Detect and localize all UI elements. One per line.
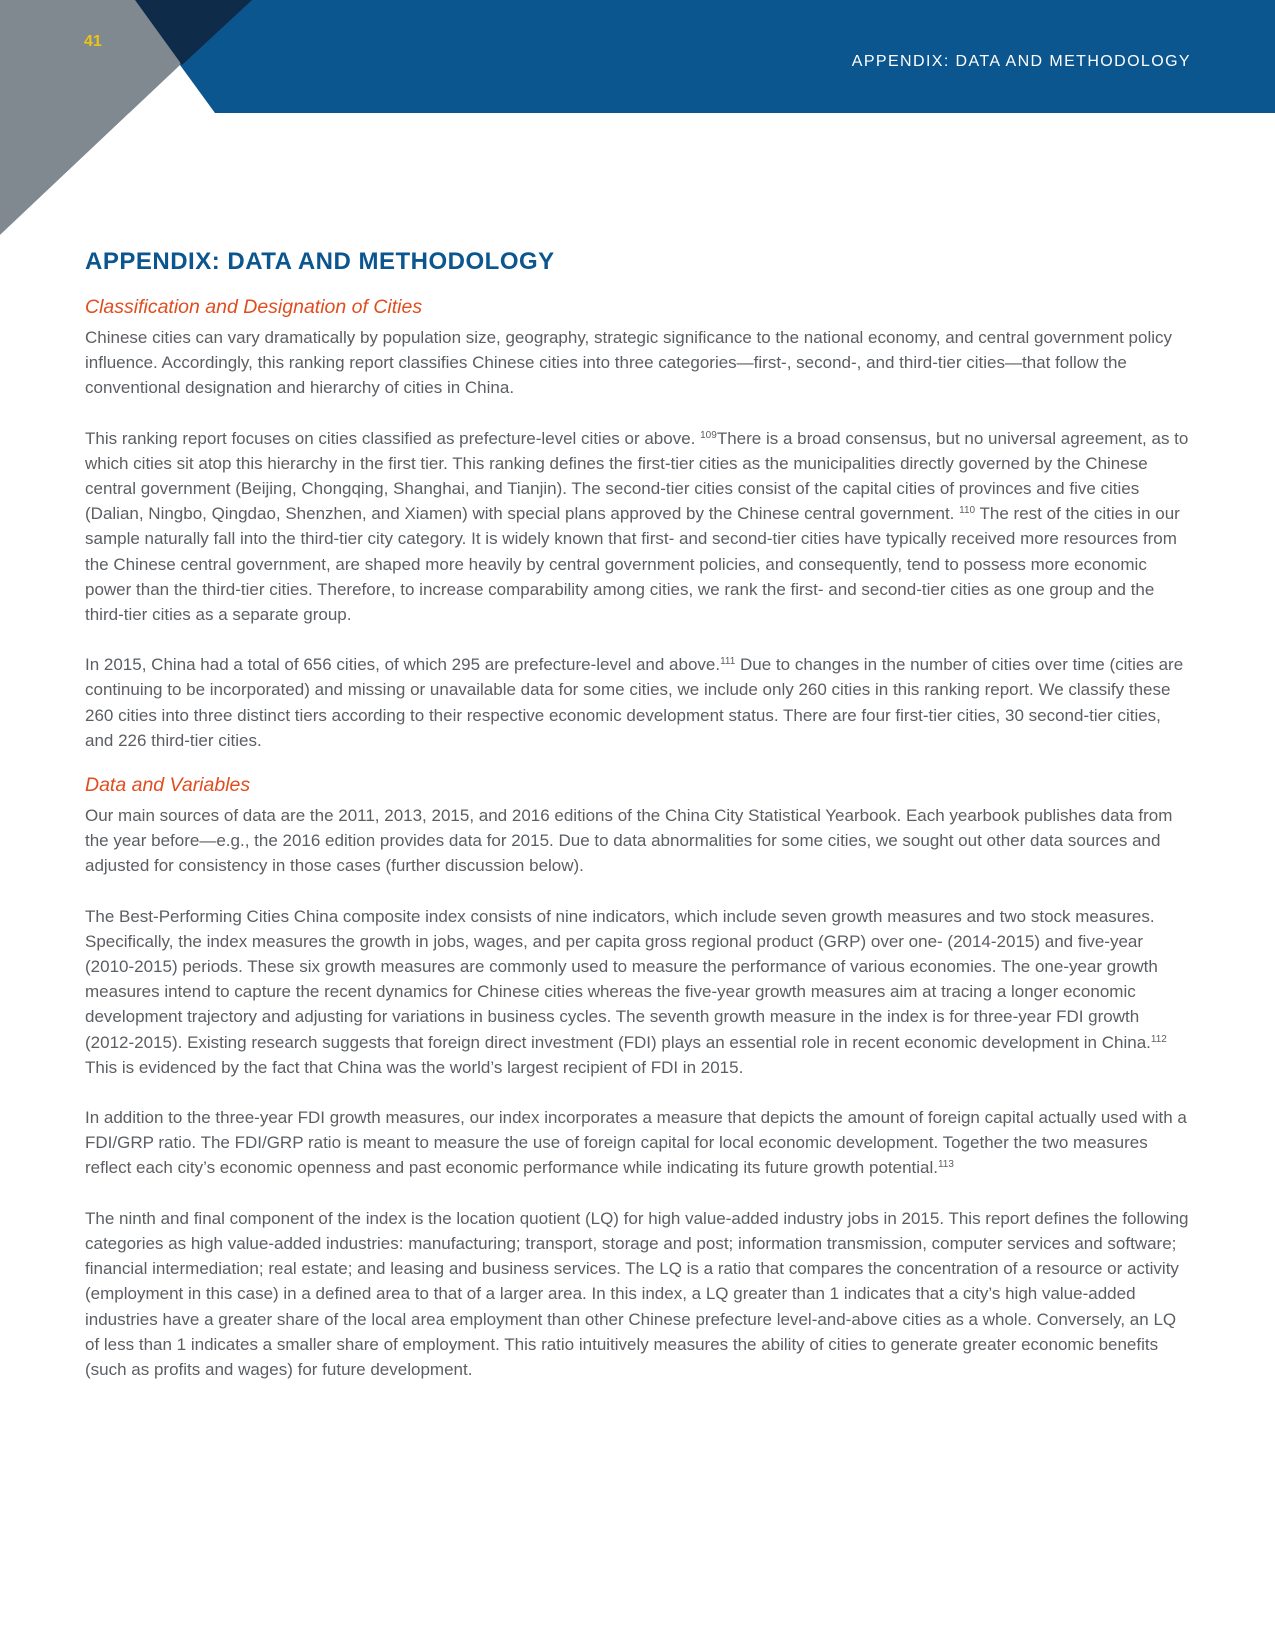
paragraph: The ninth and final component of the index is the location quotient (LQ) for high value-added industry jobs in 2015. This report defines the following categories as high value-added industries: manufacturing; transport, storage and post; information transmission, computer services and software; financial intermediation; real estate; and leasing and business services. The LQ is a ratio that compares the concentration of a resource or activity (employment in this case) in a defined area to that of a larger area. In this index, a LQ greater than 1 indicates that a city’s high value-added industries have a greater share of the local area employment than other Chinese prefecture level-and-above cities as a whole. Conversely, an LQ of less than 1 indicates a smaller share of employment. This ratio intuitively measures the ability of cities to generate greater economic benefits (such as profits and wages) for future development.: [85, 1208, 1189, 1379]
footnote-ref: 113: [937, 1159, 954, 1171]
footnote-ref: 110: [959, 505, 976, 517]
footnote-ref: 111: [720, 656, 736, 668]
main-content: [85, 248, 1191, 1407]
paragraph: This ranking report focuses on cities classified as prefecture-level cities or above. $^{109}$There is a broad consensus, but no universal agreement, as to which cities sit atop this hierarchy in the first tier. This ranking defines the first-tier cities as the municipalities directly governed by the Chinese central government (Beijing, Chongqing, Shanghai, and Tianjin). The second-tier cities consist of the capital cities of provinces and five cities (Dalian, Ningbo, Qingdao, Shenzhen, and Xiamen) with special plans approved by the Chinese central government. $^{110}$ The rest of the cities in our sample naturally fall into the third-tier city category. It is widely known that first- and second-tier cities have typically received more resources from the Chinese central government, are shaped more heavily by central government policies, and consequently, tend to possess more economic power than the third-tier cities. Therefore, to increase comparability among cities, we rank the first- and second-tier cities as one group and the third-tier cities as a separate group.: [85, 428, 1189, 625]
paragraph: In addition to the three-year FDI growth measures, our index incorporates a measure that depicts the amount of foreign capital actually used with a FDI/GRP ratio. The FDI/GRP ratio is meant to measure the use of foreign capital for local economic development. Together the two measures reflect each city’s economic openness and past economic performance while indicating its future growth potential.$^{113}$: [85, 1108, 1187, 1178]
footnote-ref: 109: [700, 429, 717, 441]
page-title: APPENDIX: DATA AND METHODOLOGY: [85, 248, 555, 275]
paragraph: Chinese cities can vary dramatically by population size, geography, strategic significance to the national economy, and central government policy influence. Accordingly, this ranking report classifies Chinese cities into three categories—first-, second-, and third-tier cities—that follow the conventional designation and hierarchy of cities in China.: [85, 328, 1173, 398]
section-heading-classification: Classification and Designation of Cities: [85, 296, 423, 318]
footnote-ref: 112: [1150, 1033, 1167, 1045]
paragraph: In 2015, China had a total of 656 cities, of which 295 are prefecture-level and above.$^{111}$ Due to changes in the number of cities over time (cities are continuing to be incorporated) and missing or unavailable data for some cities, we include only 260 cities in this ranking report. We classify these 260 cities into three distinct tiers according to their respective economic development status. There are four first-tier cities, 30 second-tier cities, and 226 third-tier cities.: [85, 655, 1184, 750]
running-header-title: APPENDIX: DATA AND METHODOLOGY: [851, 53, 1191, 70]
page-number: 41: [84, 33, 102, 50]
paragraph: Our main sources of data are the 2011, 2013, 2015, and 2016 editions of the China City Statistical Yearbook. Each yearbook publishes data from the year before—e.g., the 2016 edition provides data for 2015. Due to data abnormalities for some cities, we sought out other data sources and adjusted for consistency in those cases (further discussion below).: [85, 806, 1173, 876]
section-heading-data-variables: Data and Variables: [85, 774, 251, 797]
paragraph: The Best-Performing Cities China composite index consists of nine indicators, which include seven growth measures and two stock measures. Specifically, the index measures the growth in jobs, wages, and per capita gross regional product (GRP) over one- (2014-2015) and five-year (2010-2015) periods. These six growth measures are commonly used to measure the performance of various economies. The one-year growth measures intend to capture the recent dynamics for Chinese cities whereas the five-year growth measures aim at tracing a longer economic development trajectory and adjusting for variations in business cycles. The seventh growth measure in the index is for three-year FDI growth (2012-2015). Existing research suggests that foreign direct investment (FDI) plays an essential role in recent economic development in China.$^{112}$ This is evidenced by the fact that China was the world’s largest recipient of FDI in 2015.: [85, 906, 1167, 1077]
